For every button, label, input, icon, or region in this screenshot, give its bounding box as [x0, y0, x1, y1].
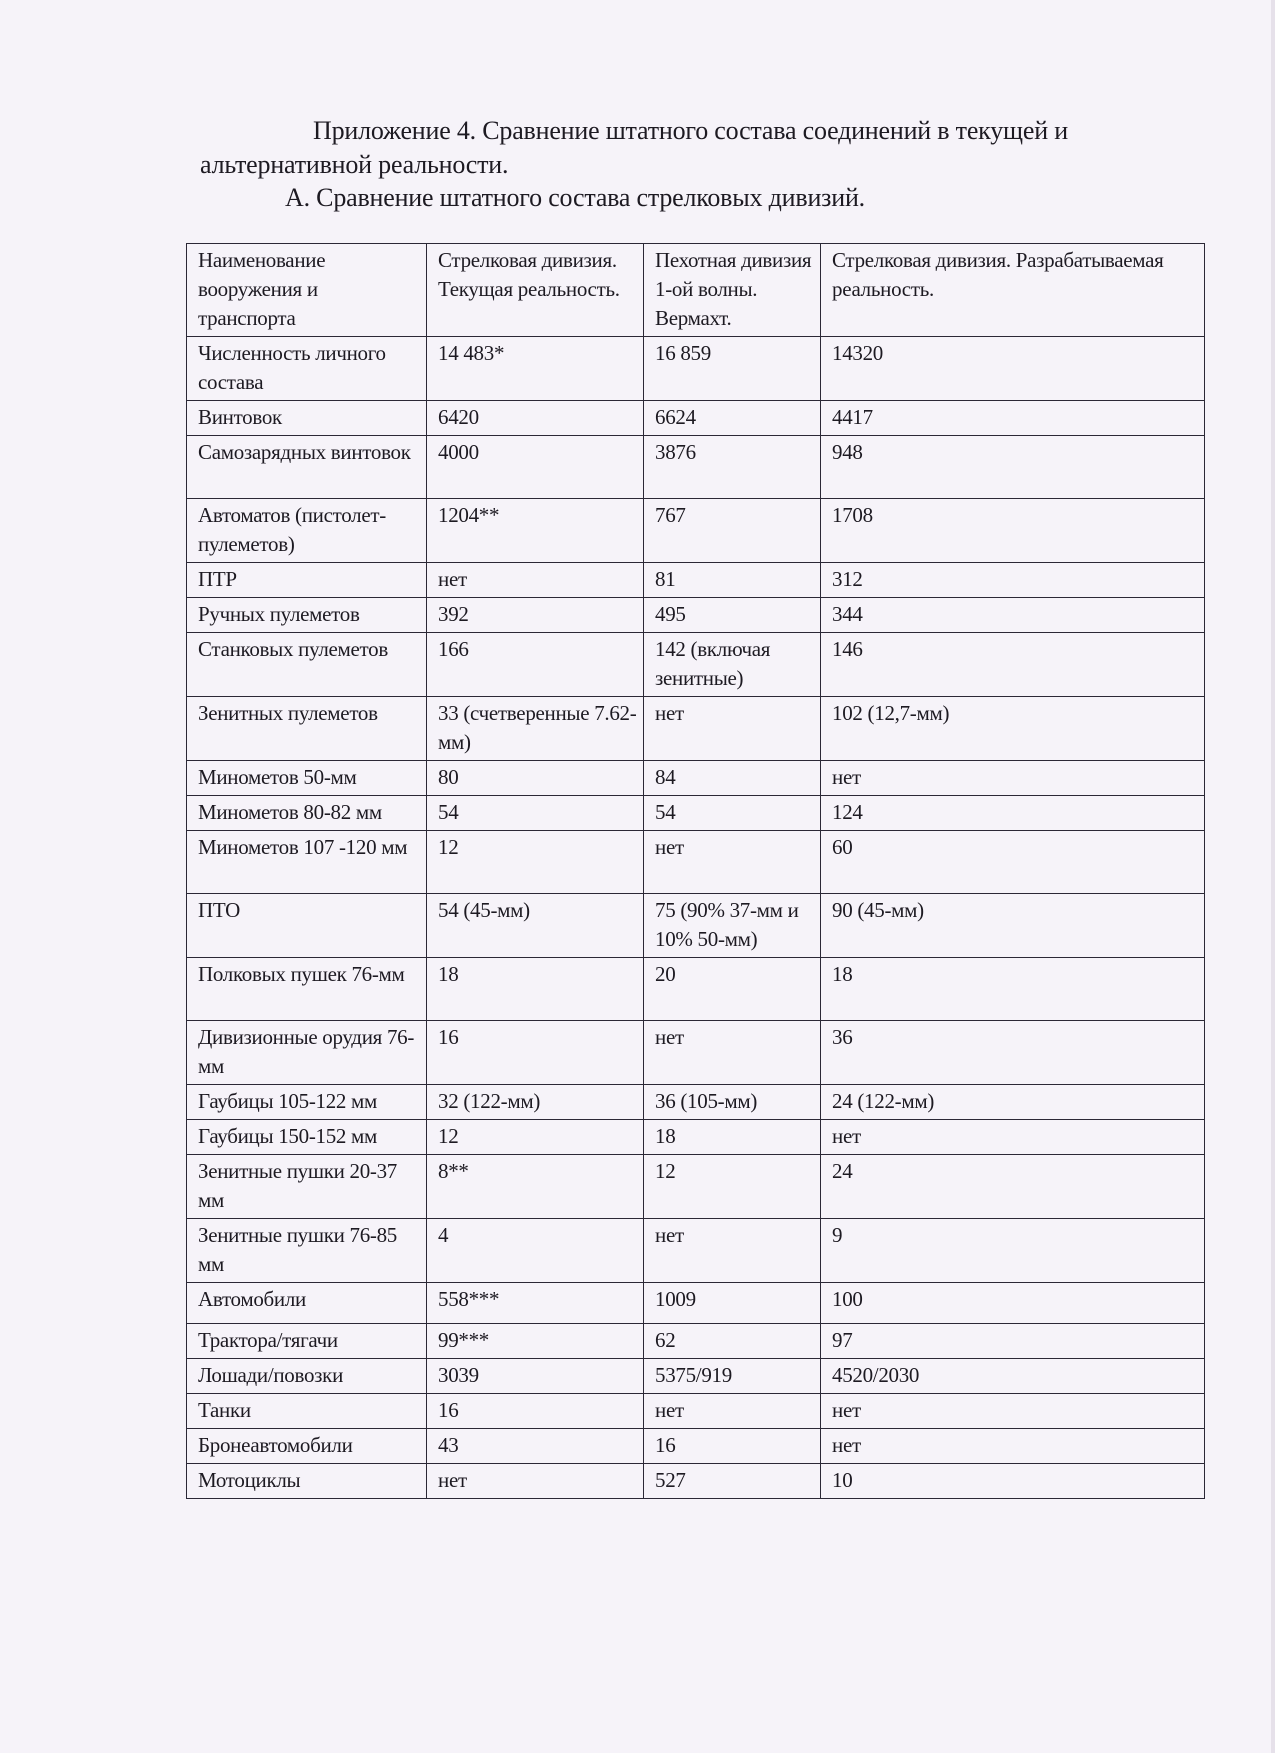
table-cell-alternative-reality: 312: [821, 563, 1205, 598]
table-row: [187, 1429, 1205, 1464]
table-cell-alternative-reality: 24 (122-мм): [821, 1085, 1205, 1120]
table-cell-current-reality: 558***: [427, 1283, 644, 1324]
header-cell-wehrmacht: Пехотная дивизия 1-ой волны. Вермахт.: [644, 244, 821, 337]
table-row: [187, 633, 1205, 697]
table-cell-current-reality: 6420: [427, 401, 644, 436]
table-cell-item: Танки: [187, 1394, 427, 1429]
table-cell-alternative-reality: 60: [821, 831, 1205, 894]
table-cell-current-reality: 392: [427, 598, 644, 633]
table-row: [187, 1324, 1205, 1359]
table-row: [187, 894, 1205, 958]
table-cell-alternative-reality: 146: [821, 633, 1205, 697]
table-cell-current-reality: 3039: [427, 1359, 644, 1394]
table-cell-wehrmacht: 142 (включая зенитные): [644, 633, 821, 697]
table-cell-wehrmacht: 767: [644, 499, 821, 563]
table-row: [187, 401, 1205, 436]
table-cell-wehrmacht: 62: [644, 1324, 821, 1359]
table-cell-item: Полковых пушек 76-мм: [187, 958, 427, 1021]
table-cell-current-reality: 16: [427, 1021, 644, 1085]
header-cell-alternative-reality: Стрелковая дивизия. Разрабатываемая реальность.: [821, 244, 1205, 337]
table-row: [187, 1283, 1205, 1324]
table-row: [187, 831, 1205, 894]
table-cell-wehrmacht: нет: [644, 1394, 821, 1429]
table-cell-wehrmacht: 16 859: [644, 337, 821, 401]
table-cell-wehrmacht: 84: [644, 761, 821, 796]
table-row: [187, 1464, 1205, 1499]
table-cell-wehrmacht: нет: [644, 697, 821, 761]
table-cell-item: Минометов 107 -120 мм: [187, 831, 427, 894]
table-cell-alternative-reality: 4417: [821, 401, 1205, 436]
table-cell-wehrmacht: 6624: [644, 401, 821, 436]
table-cell-wehrmacht: 12: [644, 1155, 821, 1219]
table-cell-item: Лошади/повозки: [187, 1359, 427, 1394]
comparison-table: [186, 243, 1205, 1499]
table-cell-alternative-reality: 124: [821, 796, 1205, 831]
table-cell-alternative-reality: 9: [821, 1219, 1205, 1283]
table-cell-alternative-reality: 948: [821, 436, 1205, 499]
table-cell-alternative-reality: 344: [821, 598, 1205, 633]
table-cell-current-reality: 43: [427, 1429, 644, 1464]
table-cell-alternative-reality: нет: [821, 1394, 1205, 1429]
table-row: [187, 436, 1205, 499]
table-cell-alternative-reality: 10: [821, 1464, 1205, 1499]
table-cell-current-reality: 32 (122-мм): [427, 1085, 644, 1120]
table-cell-item: Зенитных пулеметов: [187, 697, 427, 761]
table-cell-item: Минометов 80-82 мм: [187, 796, 427, 831]
table-cell-item: Ручных пулеметов: [187, 598, 427, 633]
table-cell-alternative-reality: 14320: [821, 337, 1205, 401]
table-cell-item: Автомобили: [187, 1283, 427, 1324]
table-cell-current-reality: 16: [427, 1394, 644, 1429]
table-cell-item: Численность личного состава: [187, 337, 427, 401]
table-row: [187, 1359, 1205, 1394]
table-cell-wehrmacht: 495: [644, 598, 821, 633]
table-cell-item: Гаубицы 150-152 мм: [187, 1120, 427, 1155]
table-cell-item: Трактора/тягачи: [187, 1324, 427, 1359]
table-cell-wehrmacht: 36 (105-мм): [644, 1085, 821, 1120]
table-cell-wehrmacht: 16: [644, 1429, 821, 1464]
page-edge: [1271, 0, 1275, 1753]
table-row: [187, 1394, 1205, 1429]
comparison-table-container: [186, 243, 1204, 1499]
table-cell-wehrmacht: 81: [644, 563, 821, 598]
appendix-title-line-2: альтернативной реальности.: [200, 150, 509, 179]
appendix-title-line-1: Приложение 4. Сравнение штатного состава соединений в текущей и: [313, 116, 1068, 145]
header-cell-current-reality: Стрелковая дивизия. Текущая реальность.: [427, 244, 644, 337]
table-cell-item: Автоматов (пистолет-пулеметов): [187, 499, 427, 563]
table-cell-current-reality: 54 (45-мм): [427, 894, 644, 958]
table-row: [187, 337, 1205, 401]
table-cell-wehrmacht: 20: [644, 958, 821, 1021]
table-cell-item: Дивизионные орудия 76-мм: [187, 1021, 427, 1085]
table-cell-item: Зенитные пушки 76-85 мм: [187, 1219, 427, 1283]
table-cell-current-reality: 4: [427, 1219, 644, 1283]
table-cell-current-reality: 18: [427, 958, 644, 1021]
table-cell-current-reality: нет: [427, 1464, 644, 1499]
table-cell-wehrmacht: нет: [644, 1219, 821, 1283]
table-cell-wehrmacht: нет: [644, 831, 821, 894]
table-cell-alternative-reality: 100: [821, 1283, 1205, 1324]
table-cell-current-reality: 14 483*: [427, 337, 644, 401]
table-cell-current-reality: 8**: [427, 1155, 644, 1219]
table-cell-item: Минометов 50-мм: [187, 761, 427, 796]
table-cell-alternative-reality: нет: [821, 1429, 1205, 1464]
section-title: А. Сравнение штатного состава стрелковых дивизий.: [285, 183, 865, 212]
table-cell-current-reality: 12: [427, 831, 644, 894]
table-row: [187, 1219, 1205, 1283]
table-cell-wehrmacht: 527: [644, 1464, 821, 1499]
table-row: [187, 1120, 1205, 1155]
table-cell-current-reality: 4000: [427, 436, 644, 499]
table-row: [187, 796, 1205, 831]
table-cell-current-reality: 12: [427, 1120, 644, 1155]
table-cell-current-reality: 54: [427, 796, 644, 831]
table-cell-alternative-reality: 97: [821, 1324, 1205, 1359]
table-cell-alternative-reality: 90 (45-мм): [821, 894, 1205, 958]
table-cell-alternative-reality: нет: [821, 761, 1205, 796]
table-header-row: [187, 244, 1205, 337]
table-cell-wehrmacht: нет: [644, 1021, 821, 1085]
table-cell-alternative-reality: 1708: [821, 499, 1205, 563]
table-row: [187, 598, 1205, 633]
table-cell-current-reality: нет: [427, 563, 644, 598]
table-cell-item: Бронеавтомобили: [187, 1429, 427, 1464]
table-cell-wehrmacht: 3876: [644, 436, 821, 499]
table-cell-alternative-reality: 24: [821, 1155, 1205, 1219]
table-cell-alternative-reality: 102 (12,7-мм): [821, 697, 1205, 761]
table-row: [187, 697, 1205, 761]
table-row: [187, 761, 1205, 796]
table-cell-current-reality: 1204**: [427, 499, 644, 563]
table-row: [187, 1085, 1205, 1120]
table-cell-current-reality: 166: [427, 633, 644, 697]
table-cell-alternative-reality: нет: [821, 1120, 1205, 1155]
table-row: [187, 958, 1205, 1021]
table-row: [187, 499, 1205, 563]
table-cell-item: Гаубицы 105-122 мм: [187, 1085, 427, 1120]
table-cell-item: Зенитные пушки 20-37 мм: [187, 1155, 427, 1219]
table-cell-alternative-reality: 4520/2030: [821, 1359, 1205, 1394]
table-cell-current-reality: 33 (счетверенные 7.62-мм): [427, 697, 644, 761]
table-cell-wehrmacht: 75 (90% 37-мм и 10% 50-мм): [644, 894, 821, 958]
table-row: [187, 1021, 1205, 1085]
table-cell-current-reality: 80: [427, 761, 644, 796]
table-cell-wehrmacht: 54: [644, 796, 821, 831]
table-cell-current-reality: 99***: [427, 1324, 644, 1359]
table-cell-item: ПТР: [187, 563, 427, 598]
table-cell-item: Винтовок: [187, 401, 427, 436]
table-row: [187, 1155, 1205, 1219]
table-row: [187, 563, 1205, 598]
table-cell-alternative-reality: 18: [821, 958, 1205, 1021]
table-cell-wehrmacht: 18: [644, 1120, 821, 1155]
table-cell-wehrmacht: 5375/919: [644, 1359, 821, 1394]
table-cell-item: Мотоциклы: [187, 1464, 427, 1499]
table-cell-item: ПТО: [187, 894, 427, 958]
table-cell-item: Станковых пулеметов: [187, 633, 427, 697]
table-cell-alternative-reality: 36: [821, 1021, 1205, 1085]
header-cell-item: Наименование вооружения и транспорта: [187, 244, 427, 337]
table-cell-item: Самозарядных винтовок: [187, 436, 427, 499]
table-cell-wehrmacht: 1009: [644, 1283, 821, 1324]
